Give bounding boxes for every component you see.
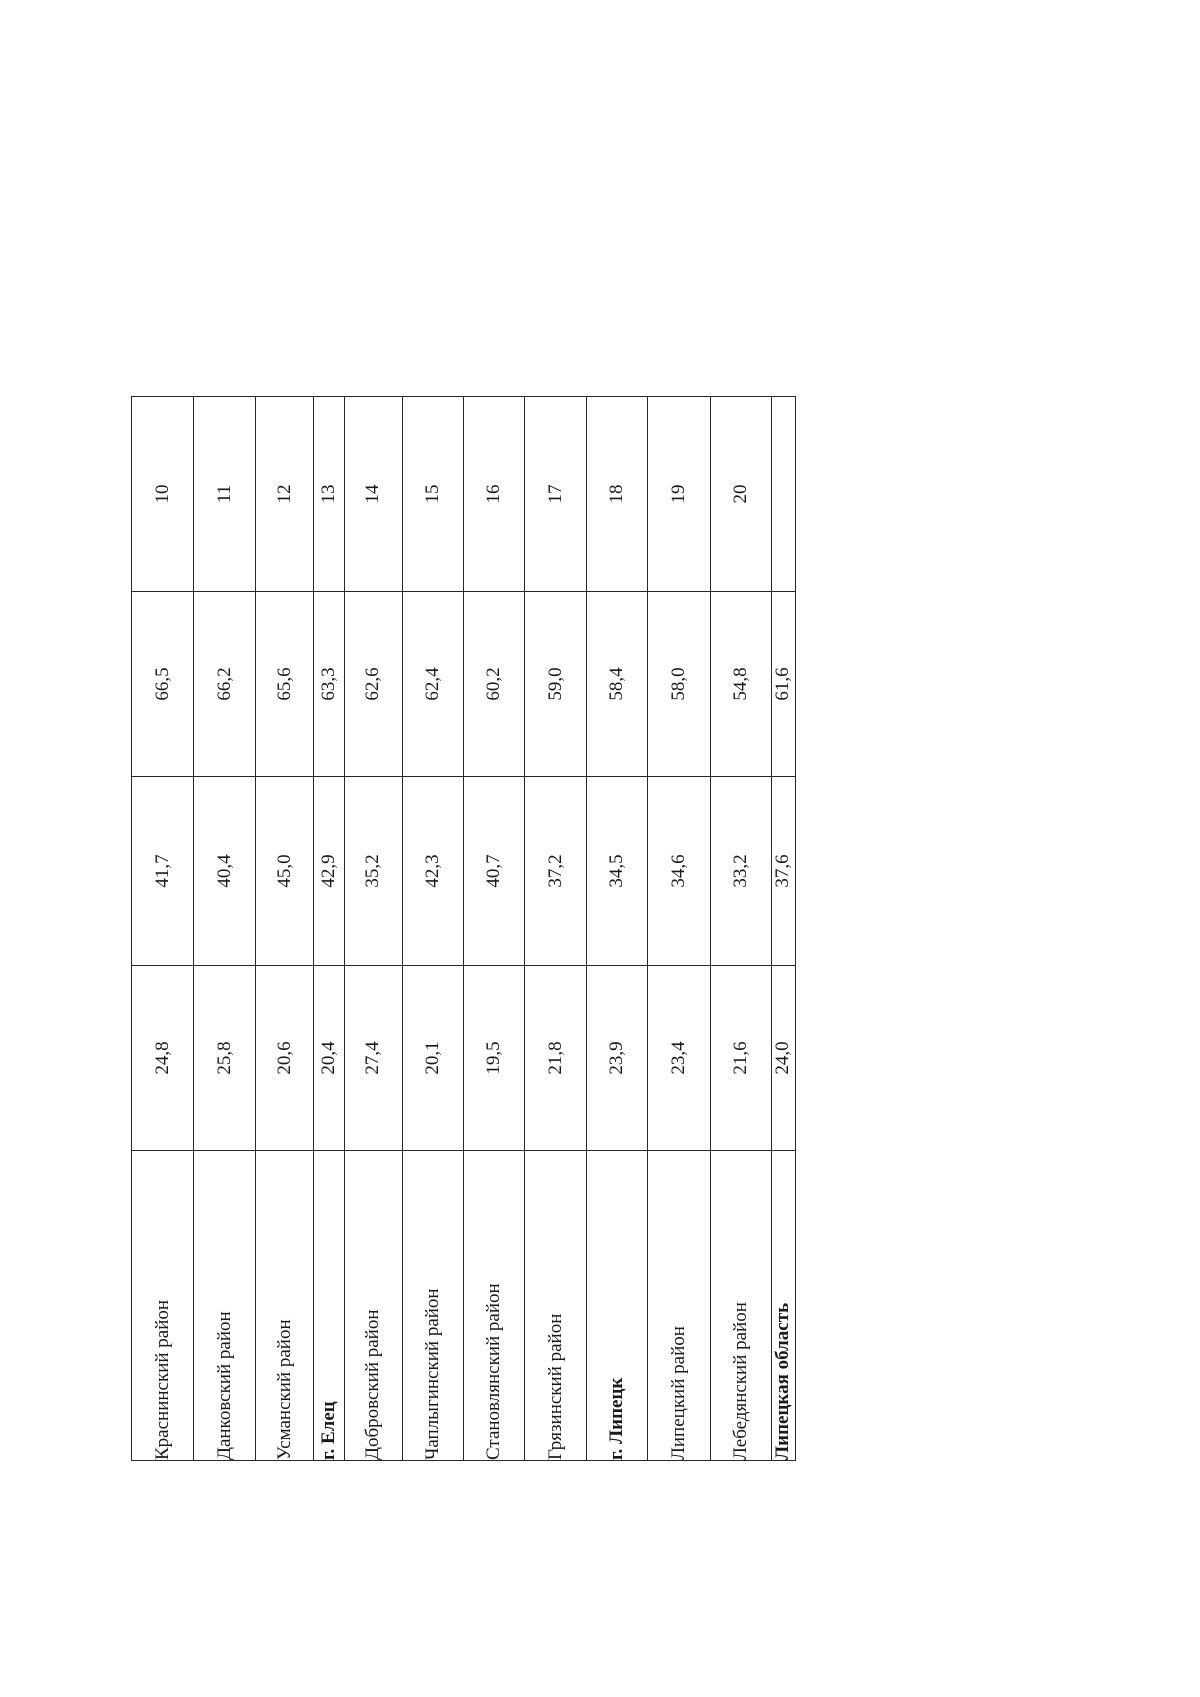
rank-cell: 10 — [132, 397, 194, 592]
table-row — [771, 397, 795, 1461]
value-3-cell: 58,4 — [587, 592, 648, 777]
value-2-cell: 45,0 — [256, 777, 314, 966]
district-name-cell: Липецкий район — [648, 1151, 710, 1461]
district-name-cell: Липецкая область — [771, 1151, 795, 1461]
value-2-cell: 42,3 — [402, 777, 463, 966]
value-1-cell: 25,8 — [194, 966, 256, 1151]
value-1-cell: 20,4 — [314, 966, 345, 1151]
district-name-cell: Грязинский район — [525, 1151, 587, 1461]
table-body — [132, 397, 796, 1461]
district-name-cell: Становлянский район — [463, 1151, 524, 1461]
value-1-cell: 21,6 — [710, 966, 771, 1151]
district-name-cell: Чаплыгинский район — [402, 1151, 463, 1461]
district-name-cell: Данковский район — [194, 1151, 256, 1461]
value-1-cell: 21,8 — [525, 966, 587, 1151]
table-row — [344, 397, 402, 1461]
district-name-cell: Добровский район — [344, 1151, 402, 1461]
rank-cell: 15 — [402, 397, 463, 592]
rank-cell: 11 — [194, 397, 256, 592]
table-row — [710, 397, 771, 1461]
rank-cell: 17 — [525, 397, 587, 592]
value-1-cell: 20,6 — [256, 966, 314, 1151]
district-name-cell: Усманский район — [256, 1151, 314, 1461]
table-row — [132, 397, 194, 1461]
value-1-cell: 24,0 — [771, 966, 795, 1151]
value-3-cell: 54,8 — [710, 592, 771, 777]
rotated-table-container — [131, 397, 796, 1461]
rank-cell: 13 — [314, 397, 345, 592]
table-row — [314, 397, 345, 1461]
rank-cell: 12 — [256, 397, 314, 592]
district-indicators-table — [131, 396, 796, 1461]
table-row — [587, 397, 648, 1461]
value-3-cell: 66,2 — [194, 592, 256, 777]
value-2-cell: 37,2 — [525, 777, 587, 966]
value-3-cell: 58,0 — [648, 592, 710, 777]
value-2-cell: 42,9 — [314, 777, 345, 966]
value-3-cell: 62,6 — [344, 592, 402, 777]
rank-cell — [771, 397, 795, 592]
value-3-cell: 60,2 — [463, 592, 524, 777]
value-2-cell: 34,5 — [587, 777, 648, 966]
value-3-cell: 59,0 — [525, 592, 587, 777]
table-row — [463, 397, 524, 1461]
rank-cell: 14 — [344, 397, 402, 592]
value-1-cell: 23,4 — [648, 966, 710, 1151]
value-2-cell: 37,6 — [771, 777, 795, 966]
value-1-cell: 27,4 — [344, 966, 402, 1151]
district-name-cell: Лебедянский район — [710, 1151, 771, 1461]
value-2-cell: 33,2 — [710, 777, 771, 966]
value-2-cell: 35,2 — [344, 777, 402, 966]
table-row — [256, 397, 314, 1461]
table-row — [194, 397, 256, 1461]
rank-cell: 18 — [587, 397, 648, 592]
district-name-cell: Краснинский район — [132, 1151, 194, 1461]
value-3-cell: 61,6 — [771, 592, 795, 777]
value-2-cell: 34,6 — [648, 777, 710, 966]
district-name-cell: г. Елец — [314, 1151, 345, 1461]
table-row — [648, 397, 710, 1461]
value-3-cell: 66,5 — [132, 592, 194, 777]
value-2-cell: 41,7 — [132, 777, 194, 966]
value-3-cell: 62,4 — [402, 592, 463, 777]
value-1-cell: 23,9 — [587, 966, 648, 1151]
value-3-cell: 65,6 — [256, 592, 314, 777]
rank-cell: 20 — [710, 397, 771, 592]
value-2-cell: 40,4 — [194, 777, 256, 966]
rank-cell: 16 — [463, 397, 524, 592]
table-row — [525, 397, 587, 1461]
table-row — [402, 397, 463, 1461]
value-2-cell: 40,7 — [463, 777, 524, 966]
value-1-cell: 24,8 — [132, 966, 194, 1151]
value-1-cell: 20,1 — [402, 966, 463, 1151]
value-3-cell: 63,3 — [314, 592, 345, 777]
rank-cell: 19 — [648, 397, 710, 592]
district-name-cell: г. Липецк — [587, 1151, 648, 1461]
value-1-cell: 19,5 — [463, 966, 524, 1151]
